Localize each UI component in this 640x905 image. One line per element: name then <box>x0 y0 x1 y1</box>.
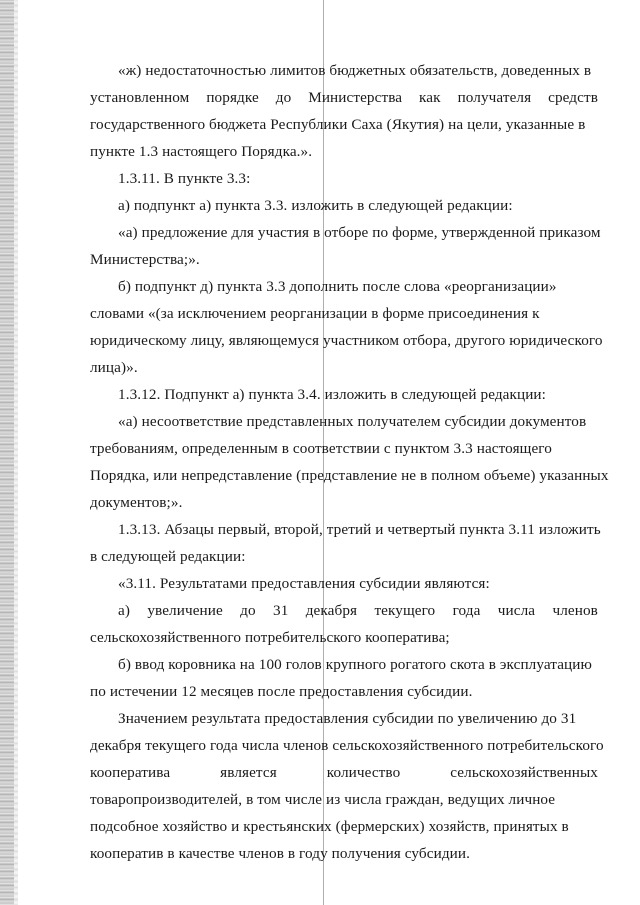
word: года <box>452 602 481 619</box>
text-line-03: государственного бюджета Республики Саха (Якутия) на цели, указанные в <box>90 116 586 133</box>
text-line-17: документов;». <box>90 494 183 511</box>
text-line-07: «а) предложение для участия в отборе по форме, утвержденной приказом <box>118 224 601 241</box>
text-line-21 <box>118 602 598 620</box>
text-line-23: б) ввод коровника на 100 голов крупного рогатого скота в эксплуатацию <box>118 656 592 673</box>
text-line-20: «3.11. Результатами предоставления субсидии являются: <box>118 575 490 592</box>
word: установленном <box>90 89 190 106</box>
word: количество <box>326 764 401 781</box>
text-line-25: Значением результата предоставления субсидии по увеличению до 31 <box>118 710 577 727</box>
text-line-05: 1.3.11. В пункте 3.3: <box>118 170 251 187</box>
text-line-28: товаропроизводителей, в том числе из числа граждан, ведущих личное <box>90 791 556 808</box>
word: сельскохозяйственных <box>450 764 598 781</box>
text-line-13: 1.3.12. Подпункт а) пункта 3.4. изложить в следующей редакции: <box>118 386 546 403</box>
text-line-22: сельскохозяйственного потребительского кооператива; <box>90 629 450 646</box>
word: членов <box>552 602 598 619</box>
word: до <box>275 89 292 106</box>
word: кооператива <box>90 764 171 781</box>
text-line-14: «а) несоответствие представленных получателем субсидии документов <box>118 413 587 430</box>
word: увеличение <box>147 602 223 619</box>
word: является <box>220 764 277 781</box>
word: до <box>240 602 256 619</box>
word: а) <box>118 602 130 619</box>
scan-edge-shadow <box>14 0 18 905</box>
word: средств <box>548 89 598 106</box>
text-line-10: словами «(за исключением реорганизации в форме присоединения к <box>90 305 540 322</box>
word: 31 <box>273 602 289 619</box>
text-line-02 <box>90 89 598 107</box>
word: числа <box>497 602 536 619</box>
text-line-04: пункте 1.3 настоящего Порядка.». <box>90 143 313 160</box>
text-line-08: Министерства;». <box>90 251 200 268</box>
text-line-26: декабря текущего года числа членов сельскохозяйственного потребительского <box>90 737 604 754</box>
text-line-18: 1.3.13. Абзацы первый, второй, третий и четвертый пункта 3.11 изложить <box>118 521 601 538</box>
word: декабря <box>305 602 358 619</box>
text-line-01 <box>90 62 598 80</box>
word: Министерства <box>308 89 403 106</box>
word: получателя <box>457 89 532 106</box>
word: как <box>419 89 441 106</box>
word: текущего <box>374 602 436 619</box>
text-line-12: лица)». <box>90 359 138 376</box>
text-line-24: по истечении 12 месяцев после предоставления субсидии. <box>90 683 473 700</box>
text-line-30: кооператив в качестве членов в году получения субсидии. <box>90 845 471 862</box>
text-line-16: Порядка, или непредставление (представление не в полном объеме) указанных <box>90 467 609 484</box>
line-01-text: «ж) недостаточностью лимитов бюджетных обязательств, доведенных в <box>118 62 592 79</box>
text-line-11: юридическому лицу, являющемуся участником отбора, другого юридического <box>90 332 603 349</box>
text-line-09: б) подпункт д) пункта 3.3 дополнить после слова «реорганизации» <box>118 278 557 295</box>
scan-edge-artifact <box>0 0 14 905</box>
text-line-15: требованиям, определенным в соответствии с пунктом 3.3 настоящего <box>90 440 552 457</box>
text-line-29: подсобное хозяйство и крестьянских (фермерских) хозяйств, принятых в <box>90 818 569 835</box>
word: порядке <box>206 89 259 106</box>
text-line-27 <box>90 764 598 782</box>
text-line-19: в следующей редакции: <box>90 548 246 565</box>
text-line-06: а) подпункт а) пункта 3.3. изложить в следующей редакции: <box>118 197 513 214</box>
